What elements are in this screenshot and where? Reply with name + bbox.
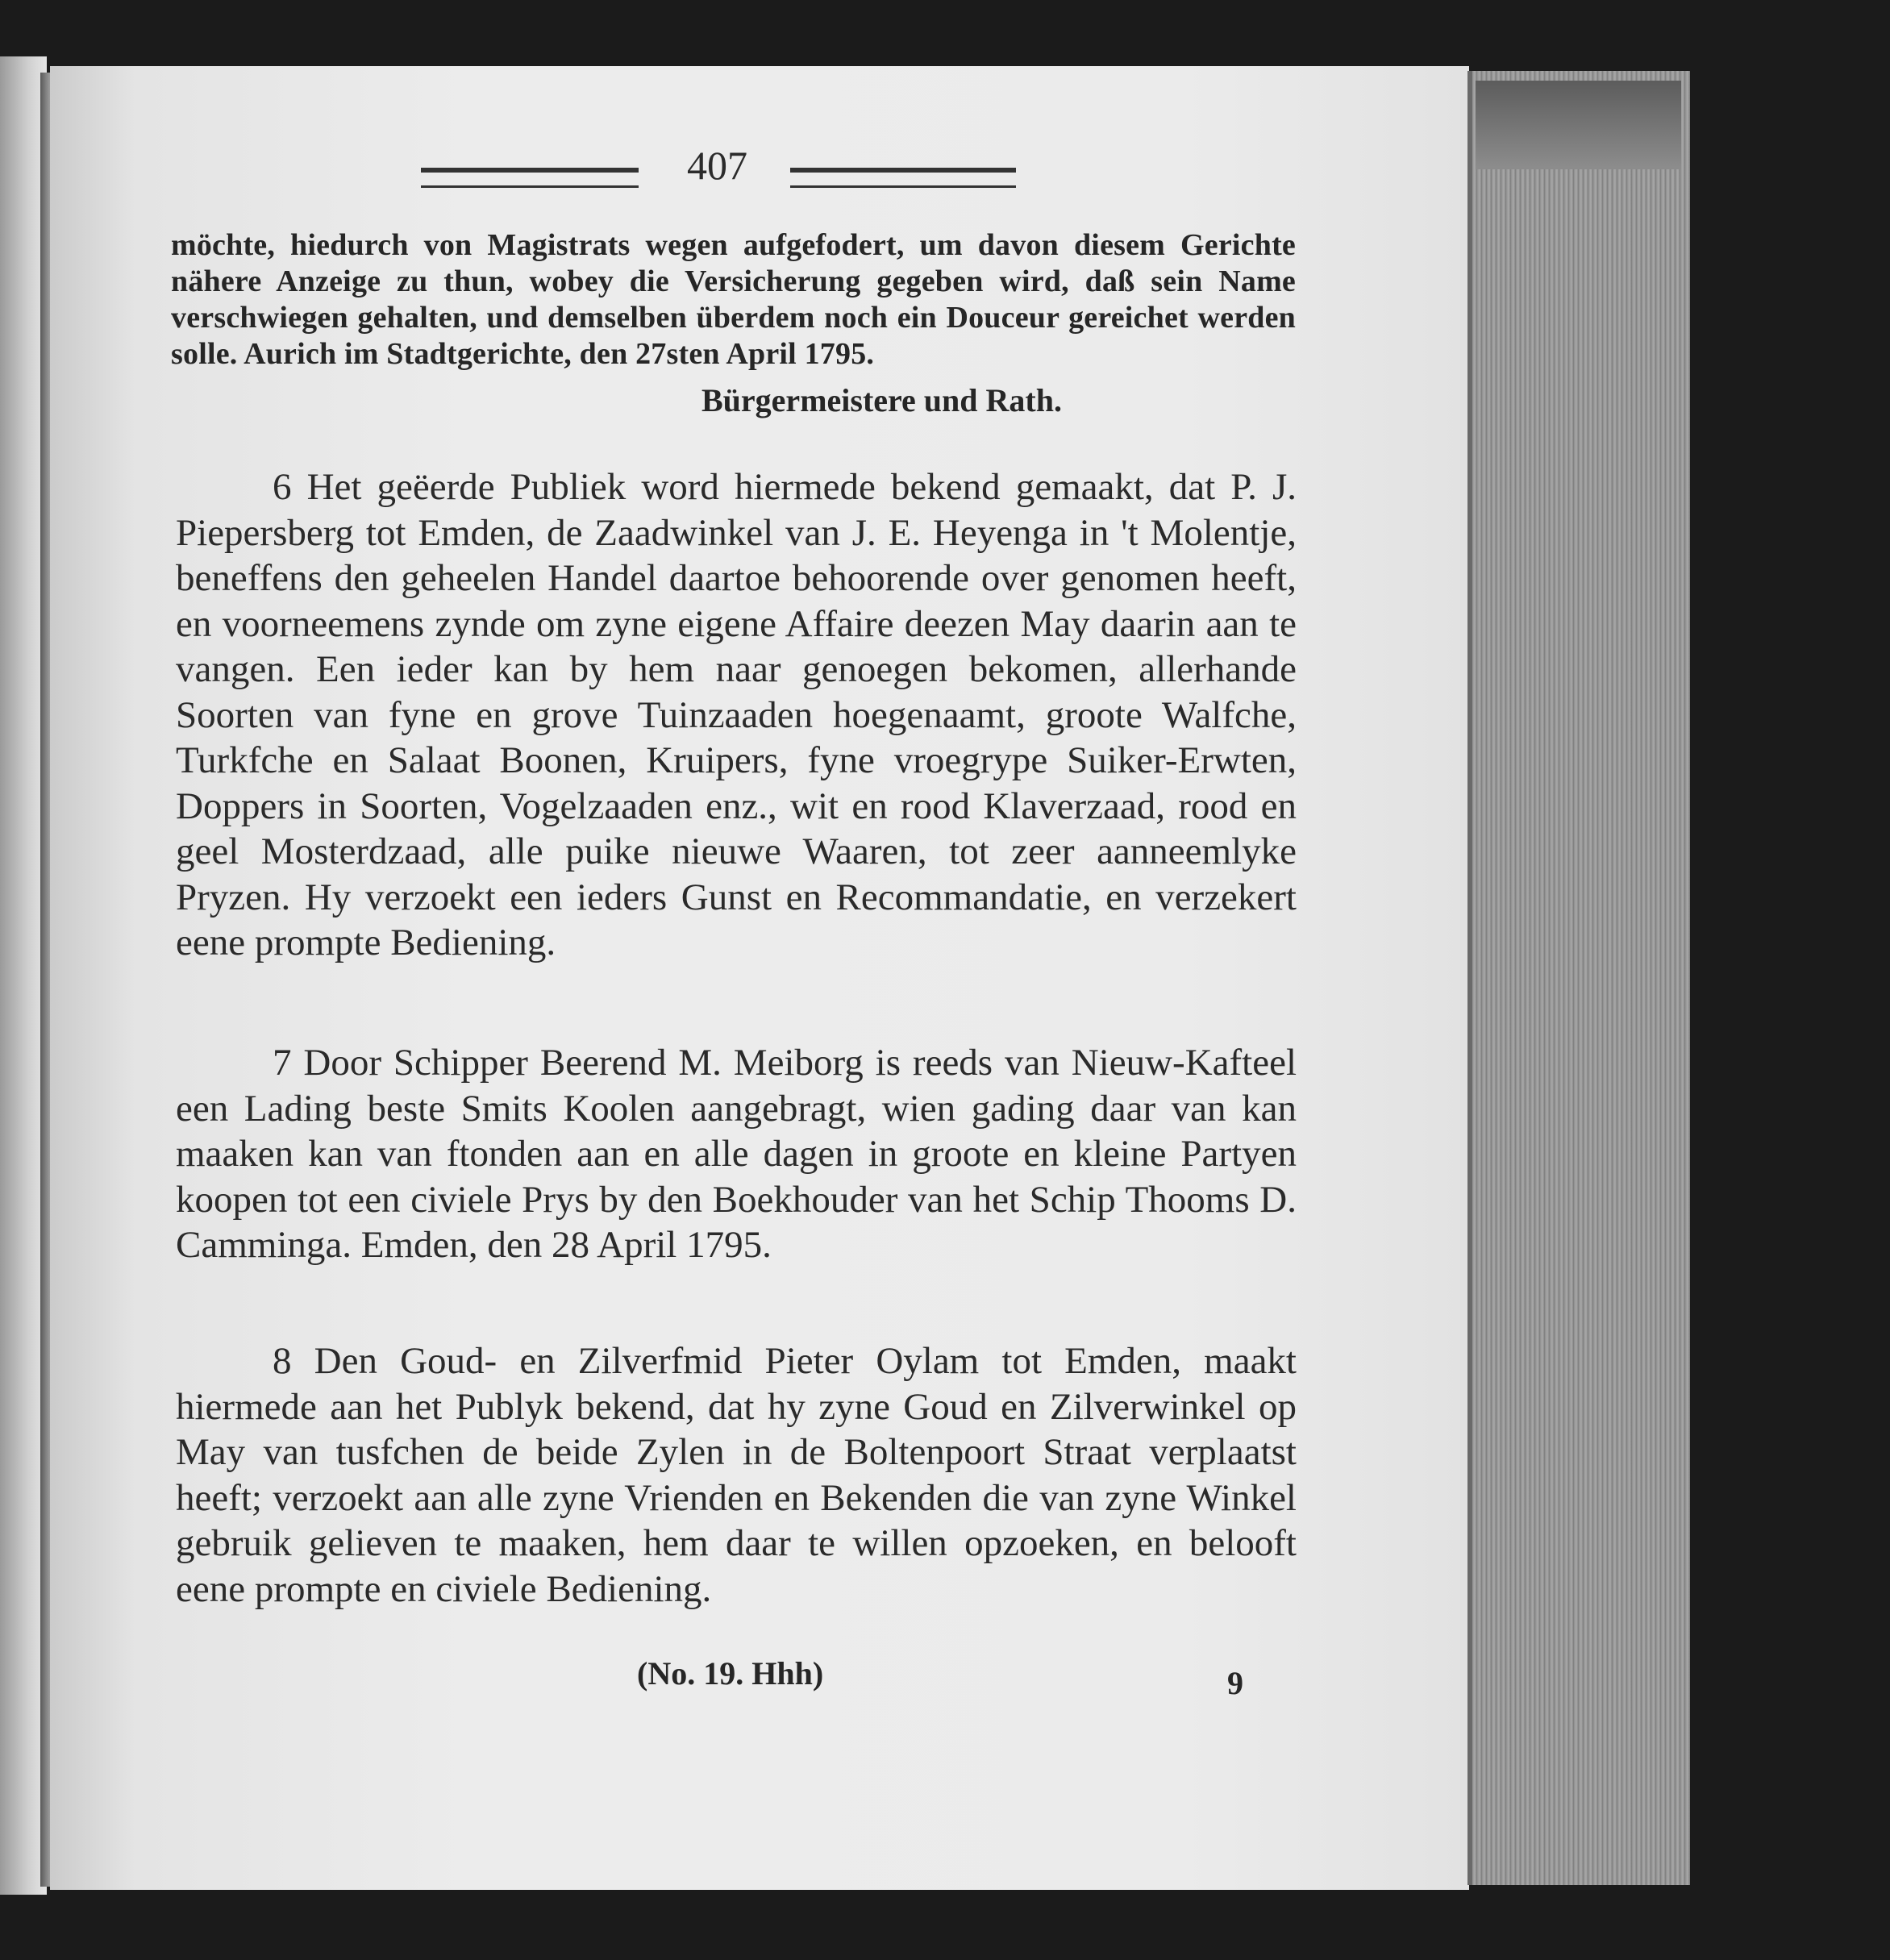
fraktur-notice-text: möchte, hiedurch von Magistrats wegen aufgefodert, um davon diesem Gerichte nähere Anzeige zu thun, wobey die Versicherung gegeben wird, daß sein Name verschwiegen gehalten, und demselben überdem noch ein Douceur gereichet werden solle. Aurich im Stadtgerichte, den 27sten April 1795. — [171, 228, 1296, 371]
header-rule-right — [790, 168, 1016, 188]
notice-paragraph-6: 6 Het geëerde Publiek word hiermede bekend gemaakt, dat P. J. Piepersberg tot Emden, de Zaadwinkel van J. E. Heyenga in 't Molentje, beneffens den geheelen Handel daartoe behoorende over genomen heeft, en voorneemens zynde om zyne eigene Affaire deezen May daarin aan te vangen. Een ieder kan by hem naar genoegen bekomen, allerhande Soorten van fyne en grove Tuinzaaden hoegenaamt, groote Walfche, Turkfche en Salaat Boonen, Kruipers, fyne vroegrype Suiker-Erwten, Doppers in Soorten, Vogelzaaden enz., wit en rood Klaverzaad, rood en geel Mosterdzaad, alle puike nieuwe Waaren, tot zeer aanneemlyke Pryzen. Hy verzoekt een ieders Gunst en Recommandatie, en verzekert eene prompte Bediening. — [176, 466, 1297, 963]
header-rule-left — [421, 168, 639, 188]
notice-paragraph-7: 7 Door Schipper Beerend M. Meiborg is reeds van Nieuw-Kafteel een Lading beste Smits Koolen aangebragt, wien gading daar van kan maaken kan van ftonden aan en alle dagen in groote en kleine Partyen koopen tot een civiele Prys by den Boekhouder van het Schip Thooms D. Camminga. Emden, den 28 April 1795. — [176, 1042, 1297, 1266]
notice-paragraph-8: 8 Den Goud- en Zilverfmid Pieter Oylam tot Emden, maakt hiermede aan het Publyk bekend, dat hy zyne Goud en Zilverwinkel op May van tusfchen de beide Zylen in de Boltenpoort Straat verplaatst heeft; verzoekt aan alle zyne Vrienden en Bekenden die van zyne Winkel gebruik gelieven te maaken, hem daar te willen opzoeken, en belooft eene prompte en civiele Bediening. — [176, 1340, 1297, 1610]
page-number: 407 — [687, 143, 747, 188]
page-edges-shadow — [1476, 81, 1681, 169]
catchword: 9 — [1227, 1665, 1243, 1701]
fraktur-signature: Bürgermeistere und Rath. — [701, 382, 1062, 418]
page-edges — [1467, 71, 1690, 1885]
page-header — [421, 143, 1018, 203]
signature-mark: (No. 19. Hhh) — [637, 1655, 824, 1692]
